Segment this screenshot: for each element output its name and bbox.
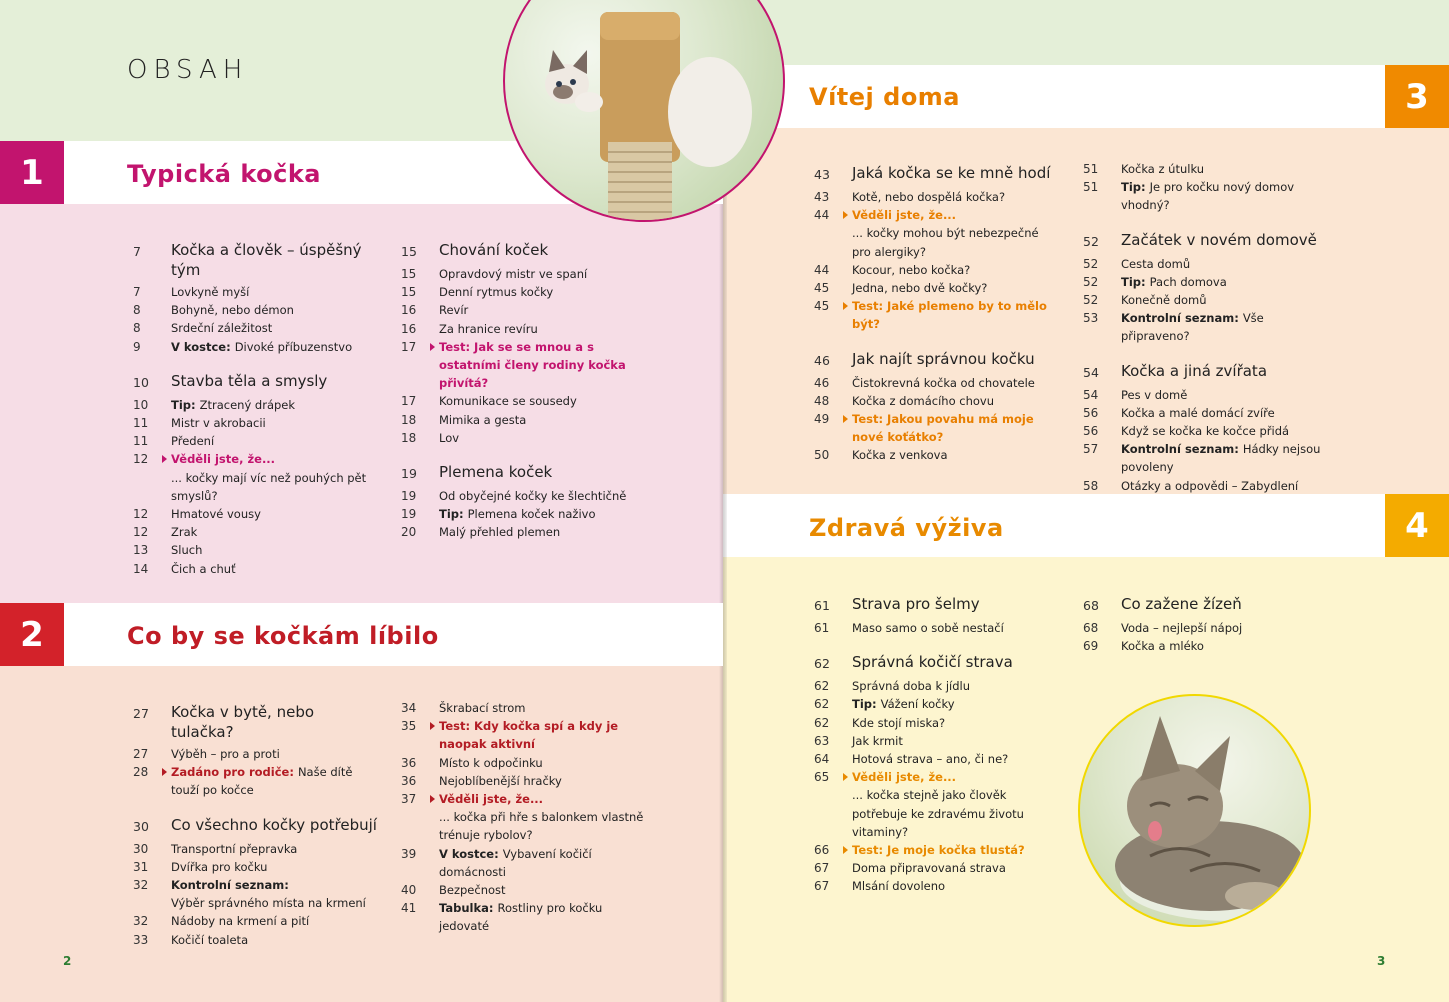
toc-entry[interactable] xyxy=(1083,637,1323,655)
toc-entry-rest: Vše připraveno? xyxy=(1121,311,1264,344)
toc-page-number: 37 xyxy=(401,790,439,808)
toc-page-number: 45 xyxy=(814,297,852,333)
toc-entry[interactable] xyxy=(814,732,1054,750)
toc-page-number: 58 xyxy=(1083,478,1099,493)
toc-page-number: 61 xyxy=(814,598,830,613)
toc-entry-label: Kontrolní seznam: xyxy=(1121,311,1239,326)
toc-page-number: 27 xyxy=(133,747,149,761)
toc-page-number: 69 xyxy=(1083,639,1099,654)
toc-page-number: 7 xyxy=(133,285,141,299)
toc-entry-text xyxy=(171,763,378,799)
toc-entry-text: Věděli jste, že... xyxy=(439,792,544,807)
toc-page-number: 11 xyxy=(133,434,149,449)
toc-page-number: 12 xyxy=(133,525,149,540)
toc-entry-text: Kočka z venkova xyxy=(852,448,948,463)
toc-entry-text: Hmatové vousy xyxy=(171,507,261,522)
toc-entry[interactable] xyxy=(133,301,378,319)
toc-entry-text: Nejoblíbenější hračky xyxy=(439,773,562,788)
toc-highlight-entry[interactable] xyxy=(401,338,646,393)
toc-entry-text: Srdeční záležitost xyxy=(171,321,273,336)
toc-entry-text: Hotová strava – ano, či ne? xyxy=(852,752,1009,767)
toc-page-number: 19 xyxy=(401,489,417,504)
toc-page-number: 17 xyxy=(401,394,417,409)
toc-entry[interactable] xyxy=(814,695,1054,713)
toc-entry[interactable] xyxy=(1083,178,1323,214)
toc-page-number: 56 xyxy=(1083,424,1099,439)
tabby-cat-photo xyxy=(1078,694,1311,927)
toc-entry[interactable] xyxy=(1083,440,1323,476)
page-number-right: 3 xyxy=(1377,954,1386,968)
toc-highlight-entry[interactable] xyxy=(814,841,1054,859)
toc-page-number: 15 xyxy=(401,267,417,281)
toc-chapter-heading[interactable] xyxy=(1083,594,1323,616)
toc-page-number: 36 xyxy=(401,773,417,788)
toc-entry-text: Pes v domě xyxy=(1121,387,1188,402)
toc-entry[interactable] xyxy=(814,750,1054,768)
toc-entry-text: Otázky a odpovědi – Zabydlení xyxy=(1121,478,1299,493)
toc-entry-text: Mistr v akrobacii xyxy=(171,416,266,431)
toc-entry[interactable] xyxy=(401,505,646,523)
toc-entry[interactable] xyxy=(133,745,378,763)
toc-entry[interactable] xyxy=(1083,160,1323,178)
toc-entry[interactable] xyxy=(1083,386,1323,404)
toc-entry-text xyxy=(439,899,646,935)
toc-page-number: 28 xyxy=(133,763,171,799)
toc-entry[interactable] xyxy=(401,754,646,772)
toc-entry-text xyxy=(1121,273,1323,291)
section-3-title: Vítej doma xyxy=(809,83,961,111)
page-number-left: 2 xyxy=(63,954,72,968)
toc-entry-label: Kontrolní seznam: xyxy=(1121,442,1239,457)
toc-entry-text: Lov xyxy=(439,430,460,445)
toc-entry-text: Konečně domů xyxy=(1121,293,1207,308)
toc-entry-text: Správná kočičí strava xyxy=(852,653,1013,672)
section-1-column-2 xyxy=(401,240,646,542)
toc-chapter-heading[interactable] xyxy=(1083,361,1323,383)
section-4-number: 4 xyxy=(1385,494,1449,557)
toc-chapter-heading[interactable] xyxy=(133,702,378,742)
toc-entry[interactable] xyxy=(133,283,378,301)
toc-page-number: 34 xyxy=(401,701,417,715)
toc-page-number: 65 xyxy=(814,768,852,786)
toc-entry-text: Výběh – pro a proti xyxy=(171,747,280,761)
toc-entry-text: Věděli jste, že... xyxy=(852,208,957,223)
toc-page-number: 13 xyxy=(133,543,149,558)
toc-entry-label: V kostce: xyxy=(439,846,499,861)
toc-page-number: 67 xyxy=(814,879,830,894)
toc-entry-label: Tip: xyxy=(852,697,877,712)
toc-entry-text: Kočka a jiná zvířata xyxy=(1121,361,1268,380)
toc-page-number: 14 xyxy=(133,561,149,576)
toc-entry-text: Kočičí toaleta xyxy=(171,932,249,947)
toc-entry[interactable] xyxy=(401,301,646,319)
toc-highlight-entry[interactable] xyxy=(401,717,646,753)
toc-entry-rest: Hádky nejsou povoleny xyxy=(1121,442,1321,475)
toc-page-number: 67 xyxy=(814,861,830,876)
toc-entry-text: Kočka a člověk – úspěšný tým xyxy=(171,241,362,279)
toc-entry-continuation: ... kočka při hře s balonkem vlastně trénuje rybolov? xyxy=(439,810,644,843)
toc-entry-text: Kočka a malé domácí zvíře xyxy=(1121,405,1275,420)
section-4-column-2 xyxy=(1083,594,1323,655)
toc-page-number: 39 xyxy=(401,846,417,861)
toc-entry[interactable] xyxy=(133,396,378,414)
toc-entry[interactable] xyxy=(133,858,378,876)
toc-page-number: 44 xyxy=(814,262,830,277)
toc-chapter-heading[interactable] xyxy=(814,163,1054,185)
toc-page-number: 51 xyxy=(1083,162,1099,176)
toc-chapter-heading[interactable] xyxy=(1083,230,1323,252)
toc-entry[interactable] xyxy=(401,392,646,410)
toc-highlight-entry[interactable] xyxy=(814,206,1054,224)
toc-entry-label: Tabulka: xyxy=(439,901,494,916)
toc-entry[interactable] xyxy=(814,374,1054,392)
toc-entry-text: Jaká kočka se ke mně hodí xyxy=(852,164,1051,182)
toc-entry[interactable] xyxy=(814,677,1054,695)
toc-page-number: 61 xyxy=(814,621,830,635)
toc-page-number: 8 xyxy=(133,321,141,336)
toc-highlight-entry[interactable] xyxy=(133,763,378,799)
toc-entry-text: Předení xyxy=(171,434,215,449)
toc-page-number: 15 xyxy=(401,285,417,300)
toc-entry-text: Za hranice revíru xyxy=(439,321,538,336)
toc-page-number: 9 xyxy=(133,339,141,354)
section-1-title: Typická kočka xyxy=(127,160,321,188)
toc-entry-text: Začátek v novém domově xyxy=(1121,230,1317,249)
toc-page-number: 12 xyxy=(133,450,171,468)
toc-entry-text xyxy=(852,695,1054,713)
tabby-cat-illustration xyxy=(1080,696,1311,927)
toc-page-number: 57 xyxy=(1083,442,1099,457)
toc-page-number: 52 xyxy=(1083,293,1099,308)
toc-page-number: 32 xyxy=(133,878,149,893)
toc-entry-text: Čistokrevná kočka od chovatele xyxy=(852,375,1035,390)
toc-entry-text: Věděli jste, že... xyxy=(171,452,276,467)
toc-entry-text: Test: Jak se se mnou a s ostatními členy rodiny kočka přivítá? xyxy=(439,339,626,391)
toc-entry-rest: Je pro kočku nový domov vhodný? xyxy=(1121,180,1295,213)
page-title: OBSAH xyxy=(127,55,249,85)
toc-entry-text xyxy=(1121,440,1323,476)
section-2-column-2 xyxy=(401,699,646,936)
toc-page-number: 31 xyxy=(133,859,149,874)
toc-page-number: 18 xyxy=(401,412,417,427)
toc-entry[interactable] xyxy=(1083,619,1323,637)
toc-entry-text: Test: Je moje kočka tlustá? xyxy=(852,843,1025,858)
toc-highlight-entry[interactable] xyxy=(133,450,378,468)
toc-entry[interactable] xyxy=(133,931,378,949)
toc-entry-text: Bohyně, nebo démon xyxy=(171,303,294,318)
toc-entry-text: Co všechno kočky potřebují xyxy=(171,815,377,834)
toc-entry-text: Malý přehled plemen xyxy=(439,525,561,540)
toc-entry-text: Stavba těla a smysly xyxy=(171,371,328,390)
section-1-column-1 xyxy=(133,240,378,578)
toc-page-number: 52 xyxy=(1083,233,1099,249)
toc-entry-text: Jak krmit xyxy=(852,733,903,748)
toc-page-number: 30 xyxy=(133,818,149,834)
toc-entry[interactable] xyxy=(401,881,646,899)
toc-page-number: 68 xyxy=(1083,621,1099,635)
toc-entry-text: Kočka z domácího chovu xyxy=(852,393,995,408)
toc-entry-continuation: ... kočka stejně jako člověk potřebuje ke zdravému životu vitaminy? xyxy=(852,788,1024,839)
toc-entry-text: Cesta domů xyxy=(1121,256,1191,271)
toc-page-number: 30 xyxy=(133,841,149,856)
toc-entry-continuation: Výběr správného místa na krmení xyxy=(171,896,366,911)
toc-entry-text: Plemena koček xyxy=(439,463,553,482)
toc-entry-text: Kočka z útulku xyxy=(1121,162,1205,176)
right-page-top-band xyxy=(723,0,1449,65)
toc-entry[interactable] xyxy=(1083,291,1323,309)
toc-entry-text: Maso samo o sobě nestačí xyxy=(852,621,1004,635)
toc-entry[interactable] xyxy=(401,523,646,541)
toc-chapter-heading[interactable] xyxy=(814,594,1054,616)
toc-entry[interactable] xyxy=(133,560,378,578)
toc-page-number: 15 xyxy=(401,244,417,259)
toc-entry-rest: Naše dítě touží po kočce xyxy=(171,765,353,798)
toc-entry-label: Kontrolní seznam: xyxy=(171,878,289,893)
toc-entry[interactable] xyxy=(814,261,1054,279)
toc-entry-text: Kotě, nebo dospělá kočka? xyxy=(852,190,1006,204)
toc-entry-text: Transportní přepravka xyxy=(171,841,298,856)
toc-entry[interactable] xyxy=(401,429,646,447)
toc-page-number: 7 xyxy=(133,244,141,259)
toc-entry[interactable] xyxy=(133,876,378,894)
toc-page-number: 16 xyxy=(401,321,417,336)
toc-entry-label: Tip: xyxy=(439,507,464,522)
toc-entry[interactable] xyxy=(401,487,646,505)
toc-entry-rest: Rostliny pro kočku jedovaté xyxy=(439,901,603,934)
toc-entry-label: Tip: xyxy=(1121,274,1146,289)
toc-entry[interactable] xyxy=(814,188,1054,206)
section-3-column-2 xyxy=(1083,160,1323,495)
toc-page-number: 66 xyxy=(814,841,852,859)
toc-entry-label: Tip: xyxy=(171,397,196,412)
toc-page-number: 27 xyxy=(133,706,149,721)
toc-entry[interactable] xyxy=(133,912,378,930)
toc-page-number: 63 xyxy=(814,733,830,748)
toc-entry-text: Jak najít správnou kočku xyxy=(852,349,1035,368)
toc-entry-text: Test: Jaké plemeno by to mělo být? xyxy=(852,299,1047,332)
section-3-column-1 xyxy=(814,163,1054,465)
toc-entry[interactable] xyxy=(401,283,646,301)
toc-entry[interactable] xyxy=(133,505,378,523)
toc-entry[interactable] xyxy=(401,772,646,790)
toc-entry-text: Kočka a mléko xyxy=(1121,639,1204,654)
toc-entry-text: Test: Kdy kočka spí a kdy je naopak aktivní xyxy=(439,719,619,752)
toc-page-number: 40 xyxy=(401,883,417,898)
section-4-column-1 xyxy=(814,594,1054,896)
toc-page-number: 43 xyxy=(814,167,830,182)
toc-entry-text: Dvířka pro kočku xyxy=(171,859,268,874)
toc-highlight-entry[interactable] xyxy=(401,790,646,808)
toc-page-number: 32 xyxy=(133,914,149,929)
toc-page-number: 35 xyxy=(401,717,439,753)
toc-entry-text: Kde stojí miska? xyxy=(852,715,946,730)
toc-page-number: 49 xyxy=(814,410,852,446)
toc-entry-text: Denní rytmus kočky xyxy=(439,285,554,300)
toc-entry-label: Tip: xyxy=(1121,180,1146,195)
toc-entry[interactable] xyxy=(1083,404,1323,422)
toc-entry-text: Chování koček xyxy=(439,241,549,259)
toc-entry-text xyxy=(1121,309,1323,345)
toc-entry[interactable] xyxy=(814,859,1054,877)
toc-entry-text xyxy=(1121,178,1323,214)
toc-chapter-heading[interactable] xyxy=(401,240,646,262)
toc-page-number: 62 xyxy=(814,679,830,694)
toc-entry-rest: Divoké příbuzenstvo xyxy=(234,339,353,354)
toc-page-number: 62 xyxy=(814,715,830,730)
toc-page-number: 46 xyxy=(814,352,830,368)
toc-entry[interactable] xyxy=(401,265,646,283)
toc-entry-continuation: ... kočky mají víc než pouhých pět smyslů? xyxy=(171,470,367,503)
toc-chapter-heading[interactable] xyxy=(133,371,378,393)
toc-entry-text: Zrak xyxy=(171,525,198,540)
toc-entry-text: Kocour, nebo kočka? xyxy=(852,262,971,277)
toc-entry-rest: Vážení kočky xyxy=(880,697,955,712)
toc-entry-text xyxy=(439,505,646,523)
toc-entry[interactable] xyxy=(1083,309,1323,345)
toc-entry-text: Voda – nejlepší nápoj xyxy=(1121,621,1243,635)
toc-page-number: 45 xyxy=(814,281,830,296)
toc-page-number: 20 xyxy=(401,525,417,540)
toc-page-number: 17 xyxy=(401,338,439,393)
toc-chapter-heading[interactable] xyxy=(133,815,378,837)
toc-page-number: 10 xyxy=(133,374,149,390)
toc-entry[interactable] xyxy=(814,392,1054,410)
toc-entry[interactable] xyxy=(401,845,646,881)
toc-entry-rest: Vybavení kočičí domácnosti xyxy=(439,846,592,879)
toc-page-number: 48 xyxy=(814,393,830,408)
section-3-number: 3 xyxy=(1385,65,1449,128)
toc-entry[interactable] xyxy=(814,714,1054,732)
toc-page-number: 19 xyxy=(401,466,417,482)
toc-entry-text: Mimika a gesta xyxy=(439,412,527,427)
section-2-number: 2 xyxy=(0,603,64,666)
toc-highlight-entry[interactable] xyxy=(814,297,1054,333)
toc-page-number: 62 xyxy=(814,656,830,672)
toc-entry[interactable] xyxy=(814,877,1054,895)
toc-entry-text: Sluch xyxy=(171,543,203,558)
toc-entry-text: Bezpečnost xyxy=(439,883,506,898)
toc-entry[interactable] xyxy=(401,699,646,717)
toc-entry[interactable] xyxy=(401,899,646,935)
toc-entry[interactable] xyxy=(133,840,378,858)
toc-entry[interactable] xyxy=(133,541,378,559)
toc-page-number: 68 xyxy=(1083,598,1099,613)
toc-page-number: 43 xyxy=(814,190,830,204)
toc-entry[interactable] xyxy=(133,523,378,541)
toc-highlight-entry[interactable] xyxy=(814,410,1054,446)
toc-page-number: 33 xyxy=(133,932,149,947)
toc-entry-text: Doma připravovaná strava xyxy=(852,861,1006,876)
toc-entry[interactable] xyxy=(1083,422,1323,440)
toc-chapter-heading[interactable] xyxy=(133,240,378,280)
toc-chapter-heading[interactable] xyxy=(814,652,1054,674)
toc-page-number: 52 xyxy=(1083,256,1099,271)
toc-page-number: 64 xyxy=(814,752,830,767)
toc-page-number: 36 xyxy=(401,755,417,770)
toc-entry-label: V kostce: xyxy=(171,339,231,354)
toc-entry-rest: Pach domova xyxy=(1149,274,1227,289)
toc-entry[interactable] xyxy=(1083,273,1323,291)
toc-page-number: 52 xyxy=(1083,274,1099,289)
toc-page-number: 8 xyxy=(133,303,141,318)
toc-page-number: 41 xyxy=(401,901,417,916)
toc-page-number: 10 xyxy=(133,397,149,412)
toc-entry[interactable] xyxy=(814,279,1054,297)
toc-page-number: 19 xyxy=(401,507,417,522)
toc-entry-text: Opravdový mistr ve spaní xyxy=(439,267,588,281)
toc-entry-text: Komunikace se sousedy xyxy=(439,394,577,409)
toc-entry[interactable] xyxy=(401,320,646,338)
toc-entry[interactable] xyxy=(814,446,1054,464)
toc-page-number: 53 xyxy=(1083,311,1099,326)
toc-entry-text xyxy=(171,876,378,894)
toc-entry[interactable] xyxy=(1083,255,1323,273)
section-2-title: Co by se kočkám líbilo xyxy=(127,622,439,650)
toc-highlight-entry[interactable] xyxy=(814,768,1054,786)
toc-page-number: 12 xyxy=(133,507,149,522)
toc-entry-text: Jedna, nebo dvě kočky? xyxy=(852,281,988,296)
toc-entry-text: Revír xyxy=(439,303,469,318)
toc-entry-continuation: ... kočky mohou být nebezpečné pro alergiky? xyxy=(852,226,1039,259)
toc-entry-text xyxy=(171,338,378,356)
toc-entry-text: Místo k odpočinku xyxy=(439,755,543,770)
toc-page-number: 62 xyxy=(814,697,830,712)
toc-entry-text: Strava pro šelmy xyxy=(852,595,980,613)
toc-page-number: 54 xyxy=(1083,387,1099,402)
section-1-number: 1 xyxy=(0,141,64,204)
toc-page-number: 51 xyxy=(1083,180,1099,195)
toc-chapter-heading[interactable] xyxy=(814,349,1054,371)
section-2-column-1 xyxy=(133,702,378,949)
toc-entry[interactable] xyxy=(133,414,378,432)
toc-page-number: 11 xyxy=(133,416,149,431)
toc-entry[interactable] xyxy=(814,619,1054,637)
toc-entry-text: Čich a chuť xyxy=(171,561,236,576)
toc-entry-text: Nádoby na krmení a pití xyxy=(171,914,310,929)
toc-entry-text xyxy=(171,396,378,414)
toc-entry-text: Test: Jakou povahu má moje nové koťátko? xyxy=(852,412,1034,445)
section-4-title: Zdravá výživa xyxy=(809,514,1004,542)
toc-page-number: 44 xyxy=(814,206,852,224)
toc-page-number: 18 xyxy=(401,430,417,445)
toc-page-number: 16 xyxy=(401,303,417,318)
toc-chapter-heading[interactable] xyxy=(401,462,646,484)
toc-entry-rest: Ztracený drápek xyxy=(199,397,296,412)
toc-entry-rest: Plemena koček naživo xyxy=(467,507,596,522)
toc-entry-text: Věděli jste, že... xyxy=(852,770,957,785)
toc-entry-text xyxy=(439,845,646,881)
toc-entry-text: Když se kočka ke kočce přidá xyxy=(1121,424,1290,439)
toc-page-number: 46 xyxy=(814,375,830,390)
toc-entry-text: Od obyčejné kočky ke šlechtičně xyxy=(439,489,627,504)
toc-entry[interactable] xyxy=(1083,477,1323,495)
toc-entry[interactable] xyxy=(133,338,378,356)
toc-entry[interactable] xyxy=(133,432,378,450)
toc-entry-text: Mlsání dovoleno xyxy=(852,879,946,894)
toc-page-number: 50 xyxy=(814,448,830,463)
toc-entry[interactable] xyxy=(133,319,378,337)
toc-page-number: 56 xyxy=(1083,405,1099,420)
toc-page-number: 54 xyxy=(1083,364,1099,380)
toc-entry-text: Lovkyně myší xyxy=(171,285,250,299)
toc-entry-text: Kočka v bytě, nebo tulačka? xyxy=(171,703,315,741)
toc-entry-text: Správná doba k jídlu xyxy=(852,679,970,694)
toc-entry-text: Škrabací strom xyxy=(439,701,526,715)
toc-entry[interactable] xyxy=(401,411,646,429)
toc-entry-label: Zadáno pro rodiče: xyxy=(171,765,294,780)
toc-entry-text: Co zažene žízeň xyxy=(1121,595,1242,613)
